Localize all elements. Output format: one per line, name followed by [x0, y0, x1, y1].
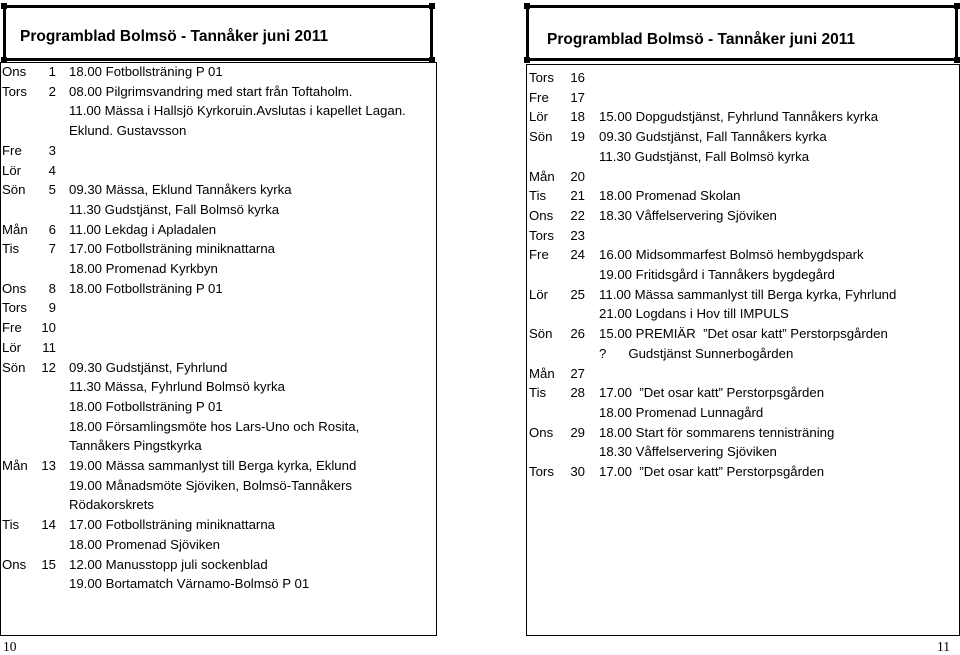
schedule-event: 09.30 Mässa, Eklund Tannåkers kyrka	[69, 182, 292, 198]
schedule-event: 18.00 Församlingsmöte hos Lars-Uno och Rosita,	[69, 418, 360, 434]
schedule-event: 11.00 Lekdag i Apladalen	[69, 221, 217, 237]
schedule-date: 29	[570, 424, 585, 440]
schedule-day: Ons	[2, 64, 27, 79]
schedule-row	[529, 425, 957, 441]
schedule-day: Fre	[529, 89, 549, 105]
schedule-day: Tors	[2, 300, 27, 316]
schedule-event: 15.00 Dopgudstjänst, Fyhrlund Tannåkers kyrka	[599, 109, 879, 125]
schedule-event: 11.00 Mässa i Hallsjö Kyrkoruin.Avslutas i kapellet Lagan.	[69, 103, 406, 119]
schedule-day: Tis	[2, 241, 20, 257]
schedule-row	[2, 360, 434, 376]
schedule-date: 22	[570, 207, 585, 223]
schedule-row	[529, 306, 957, 322]
schedule-date: 8	[48, 280, 56, 296]
schedule-event: 11.30 Gudstjänst, Fall Bolmsö kyrka	[599, 148, 810, 164]
schedule-event: 21.00 Logdans i Hov till IMPULS	[599, 306, 789, 322]
schedule-row	[2, 202, 434, 218]
schedule-event: 09.30 Gudstjänst, Fyhrlund	[69, 359, 228, 375]
schedule-day: Tis	[529, 385, 547, 401]
schedule-date: 9	[48, 300, 56, 316]
schedule-row	[2, 103, 434, 119]
schedule-event: Tannåkers Pingstkyrka	[69, 438, 202, 454]
schedule-row	[2, 379, 434, 395]
corner-mark	[954, 57, 960, 63]
schedule-event: 16.00 Midsommarfest Bolmsö hembygdspark	[599, 247, 864, 263]
right-header-box	[526, 5, 958, 61]
schedule-day: Ons	[529, 207, 554, 223]
right-page	[523, 0, 960, 654]
schedule-date: 5	[48, 182, 56, 198]
schedule-row	[529, 188, 957, 204]
schedule-row	[529, 90, 957, 106]
schedule-event: 18.30 Våffelservering Sjöviken	[599, 207, 777, 223]
schedule-row	[529, 228, 957, 244]
schedule-event: 11.30 Mässa, Fyhrlund Bolmsö kyrka	[69, 379, 285, 395]
schedule-date: 16	[570, 70, 585, 85]
corner-mark	[429, 3, 435, 9]
schedule-day: Lör	[2, 339, 22, 355]
schedule-date: 13	[41, 458, 56, 473]
schedule-date: 26	[570, 326, 585, 342]
schedule-row	[2, 497, 434, 513]
schedule-event: 18.00 Promenad Lunnagård	[599, 404, 764, 420]
schedule-event: 18.00 Start för sommarens tennisträning	[599, 424, 835, 440]
left-page	[0, 0, 437, 654]
schedule-row	[2, 123, 434, 139]
schedule-event: 18.00 Fotbollsträning P 01	[69, 280, 223, 296]
corner-mark	[524, 3, 530, 9]
schedule-event: 18.00 Fotbollsträning P 01	[69, 64, 223, 79]
schedule-day: Ons	[529, 424, 554, 440]
schedule-event: 09.30 Gudstjänst, Fall Tannåkers kyrka	[599, 129, 827, 145]
schedule-day: Mån	[529, 168, 555, 184]
schedule-day: Mån	[529, 365, 555, 381]
schedule-row	[529, 149, 957, 165]
schedule-date: 17	[570, 89, 585, 105]
schedule-date: 3	[48, 142, 56, 158]
schedule-row	[2, 261, 434, 277]
schedule-date: 23	[570, 227, 585, 243]
schedule-day: Mån	[2, 458, 28, 473]
schedule-day: Mån	[2, 221, 28, 237]
schedule-row	[2, 281, 434, 297]
schedule-date: 27	[570, 365, 585, 381]
schedule-row	[2, 182, 434, 198]
schedule-row	[529, 129, 957, 145]
schedule-row	[2, 576, 434, 592]
schedule-event: 18.00 Promenad Sjöviken	[69, 536, 221, 552]
schedule-day: Fre	[529, 247, 549, 263]
schedule-date: 15	[41, 556, 56, 572]
schedule-row	[2, 458, 434, 474]
schedule-row	[529, 208, 957, 224]
corner-mark	[954, 3, 960, 9]
schedule-event: 15.00 PREMIÄR ”Det osar katt” Perstorpsgården	[599, 326, 888, 342]
schedule-date: 10	[41, 320, 56, 336]
schedule-event: Rödakorskrets	[69, 497, 155, 513]
schedule-day: Sön	[2, 359, 26, 375]
schedule-event: 11.00 Mässa sammanlyst till Berga kyrka, Fyhrlund	[599, 286, 897, 302]
schedule-event: 17.00 ”Det osar katt” Perstorpsgården	[599, 385, 825, 401]
schedule-date: 19	[570, 129, 585, 145]
schedule-row	[529, 287, 957, 303]
right-page-number: 11	[937, 639, 950, 654]
schedule-date: 11	[42, 339, 56, 355]
schedule-row	[529, 464, 957, 480]
right-page-title: Programblad Bolmsö - Tannåker juni 2011	[547, 31, 856, 48]
schedule-date: 18	[570, 109, 585, 125]
schedule-row	[2, 300, 434, 316]
schedule-row	[2, 517, 434, 533]
schedule-event: 19.00 Mässa sammanlyst till Berga kyrka, Eklund	[69, 458, 357, 473]
schedule-date: 12	[41, 359, 56, 375]
schedule-event: 18.00 Promenad Kyrkbyn	[69, 261, 218, 276]
schedule-row	[529, 247, 957, 263]
schedule-event: Eklund. Gustavsson	[69, 123, 187, 139]
schedule-row	[2, 163, 434, 179]
schedule-event: 08.00 Pilgrimsvandring med start från Toftaholm.	[69, 83, 353, 99]
corner-mark	[1, 3, 7, 9]
schedule-event: ? Gudstjänst Sunnerbogården	[599, 345, 794, 361]
schedule-event: 17.00 Fotbollsträning miniknattarna	[69, 241, 275, 257]
schedule-event: 11.30 Gudstjänst, Fall Bolmsö kyrka	[69, 201, 280, 217]
left-page-number: 10	[3, 639, 17, 654]
schedule-date: 28	[570, 385, 585, 401]
schedule-date: 7	[48, 241, 56, 257]
schedule-row	[529, 444, 957, 460]
schedule-date: 2	[48, 83, 56, 99]
schedule-row	[2, 241, 434, 257]
schedule-event: 12.00 Manusstopp juli sockenblad	[69, 556, 268, 572]
schedule-day: Tors	[2, 83, 27, 99]
schedule-event: 19.00 Bortamatch Värnamo-Bolmsö P 01	[69, 576, 310, 592]
schedule-day: Tis	[2, 517, 20, 533]
corner-mark	[524, 57, 530, 63]
schedule-row	[2, 419, 434, 435]
schedule-day: Tis	[529, 188, 547, 204]
schedule-row	[529, 70, 957, 86]
schedule-row	[2, 84, 434, 100]
schedule-day: Sön	[2, 182, 26, 198]
schedule-date: 1	[48, 64, 56, 79]
schedule-row	[529, 169, 957, 185]
schedule-day: Sön	[529, 129, 553, 145]
schedule-day: Ons	[2, 280, 27, 296]
schedule-row	[529, 326, 957, 342]
schedule-row	[2, 537, 434, 553]
schedule-date: 4	[48, 162, 56, 178]
schedule-date: 20	[570, 168, 585, 184]
schedule-day: Ons	[2, 556, 27, 572]
schedule-row	[2, 399, 434, 415]
schedule-event: 18.00 Fotbollsträning P 01	[69, 398, 223, 414]
schedule-day: Tors	[529, 227, 554, 243]
schedule-day: Lör	[2, 162, 22, 178]
schedule-date: 25	[570, 286, 585, 302]
left-header-box	[3, 5, 433, 61]
schedule-day: Tors	[529, 464, 554, 479]
schedule-row	[2, 557, 434, 573]
schedule-event: 18.00 Promenad Skolan	[599, 188, 741, 204]
schedule-day: Lör	[529, 109, 549, 125]
schedule-day: Lör	[529, 286, 549, 302]
schedule-row	[529, 267, 957, 283]
schedule-day: Fre	[2, 142, 22, 158]
schedule-row	[529, 405, 957, 421]
schedule-date: 24	[570, 247, 585, 263]
schedule-date: 6	[48, 221, 56, 237]
schedule-date: 30	[570, 464, 585, 479]
schedule-day: Sön	[529, 326, 553, 342]
schedule-row	[2, 478, 434, 494]
schedule-row	[2, 143, 434, 159]
schedule-row	[529, 346, 957, 362]
schedule-event: 19.00 Månadsmöte Sjöviken, Bolmsö-Tannåkers	[69, 477, 352, 493]
schedule-row	[2, 222, 434, 238]
schedule-row	[2, 340, 434, 356]
schedule-day: Tors	[529, 70, 554, 85]
schedule-row	[2, 320, 434, 336]
schedule-row	[2, 64, 434, 80]
schedule-row	[529, 366, 957, 382]
schedule-row	[529, 109, 957, 125]
schedule-event: 17.00 Fotbollsträning miniknattarna	[69, 517, 275, 533]
left-page-title: Programblad Bolmsö - Tannåker juni 2011	[20, 28, 329, 45]
schedule-row	[529, 385, 957, 401]
schedule-row	[2, 438, 434, 454]
schedule-day: Fre	[2, 320, 22, 336]
schedule-date: 14	[41, 517, 56, 533]
schedule-event: 17.00 ”Det osar katt” Perstorpsgården	[599, 464, 825, 479]
schedule-event: 19.00 Fritidsgård i Tannåkers bygdegård	[599, 267, 835, 282]
schedule-date: 21	[570, 188, 585, 204]
schedule-event: 18.30 Våffelservering Sjöviken	[599, 444, 777, 460]
